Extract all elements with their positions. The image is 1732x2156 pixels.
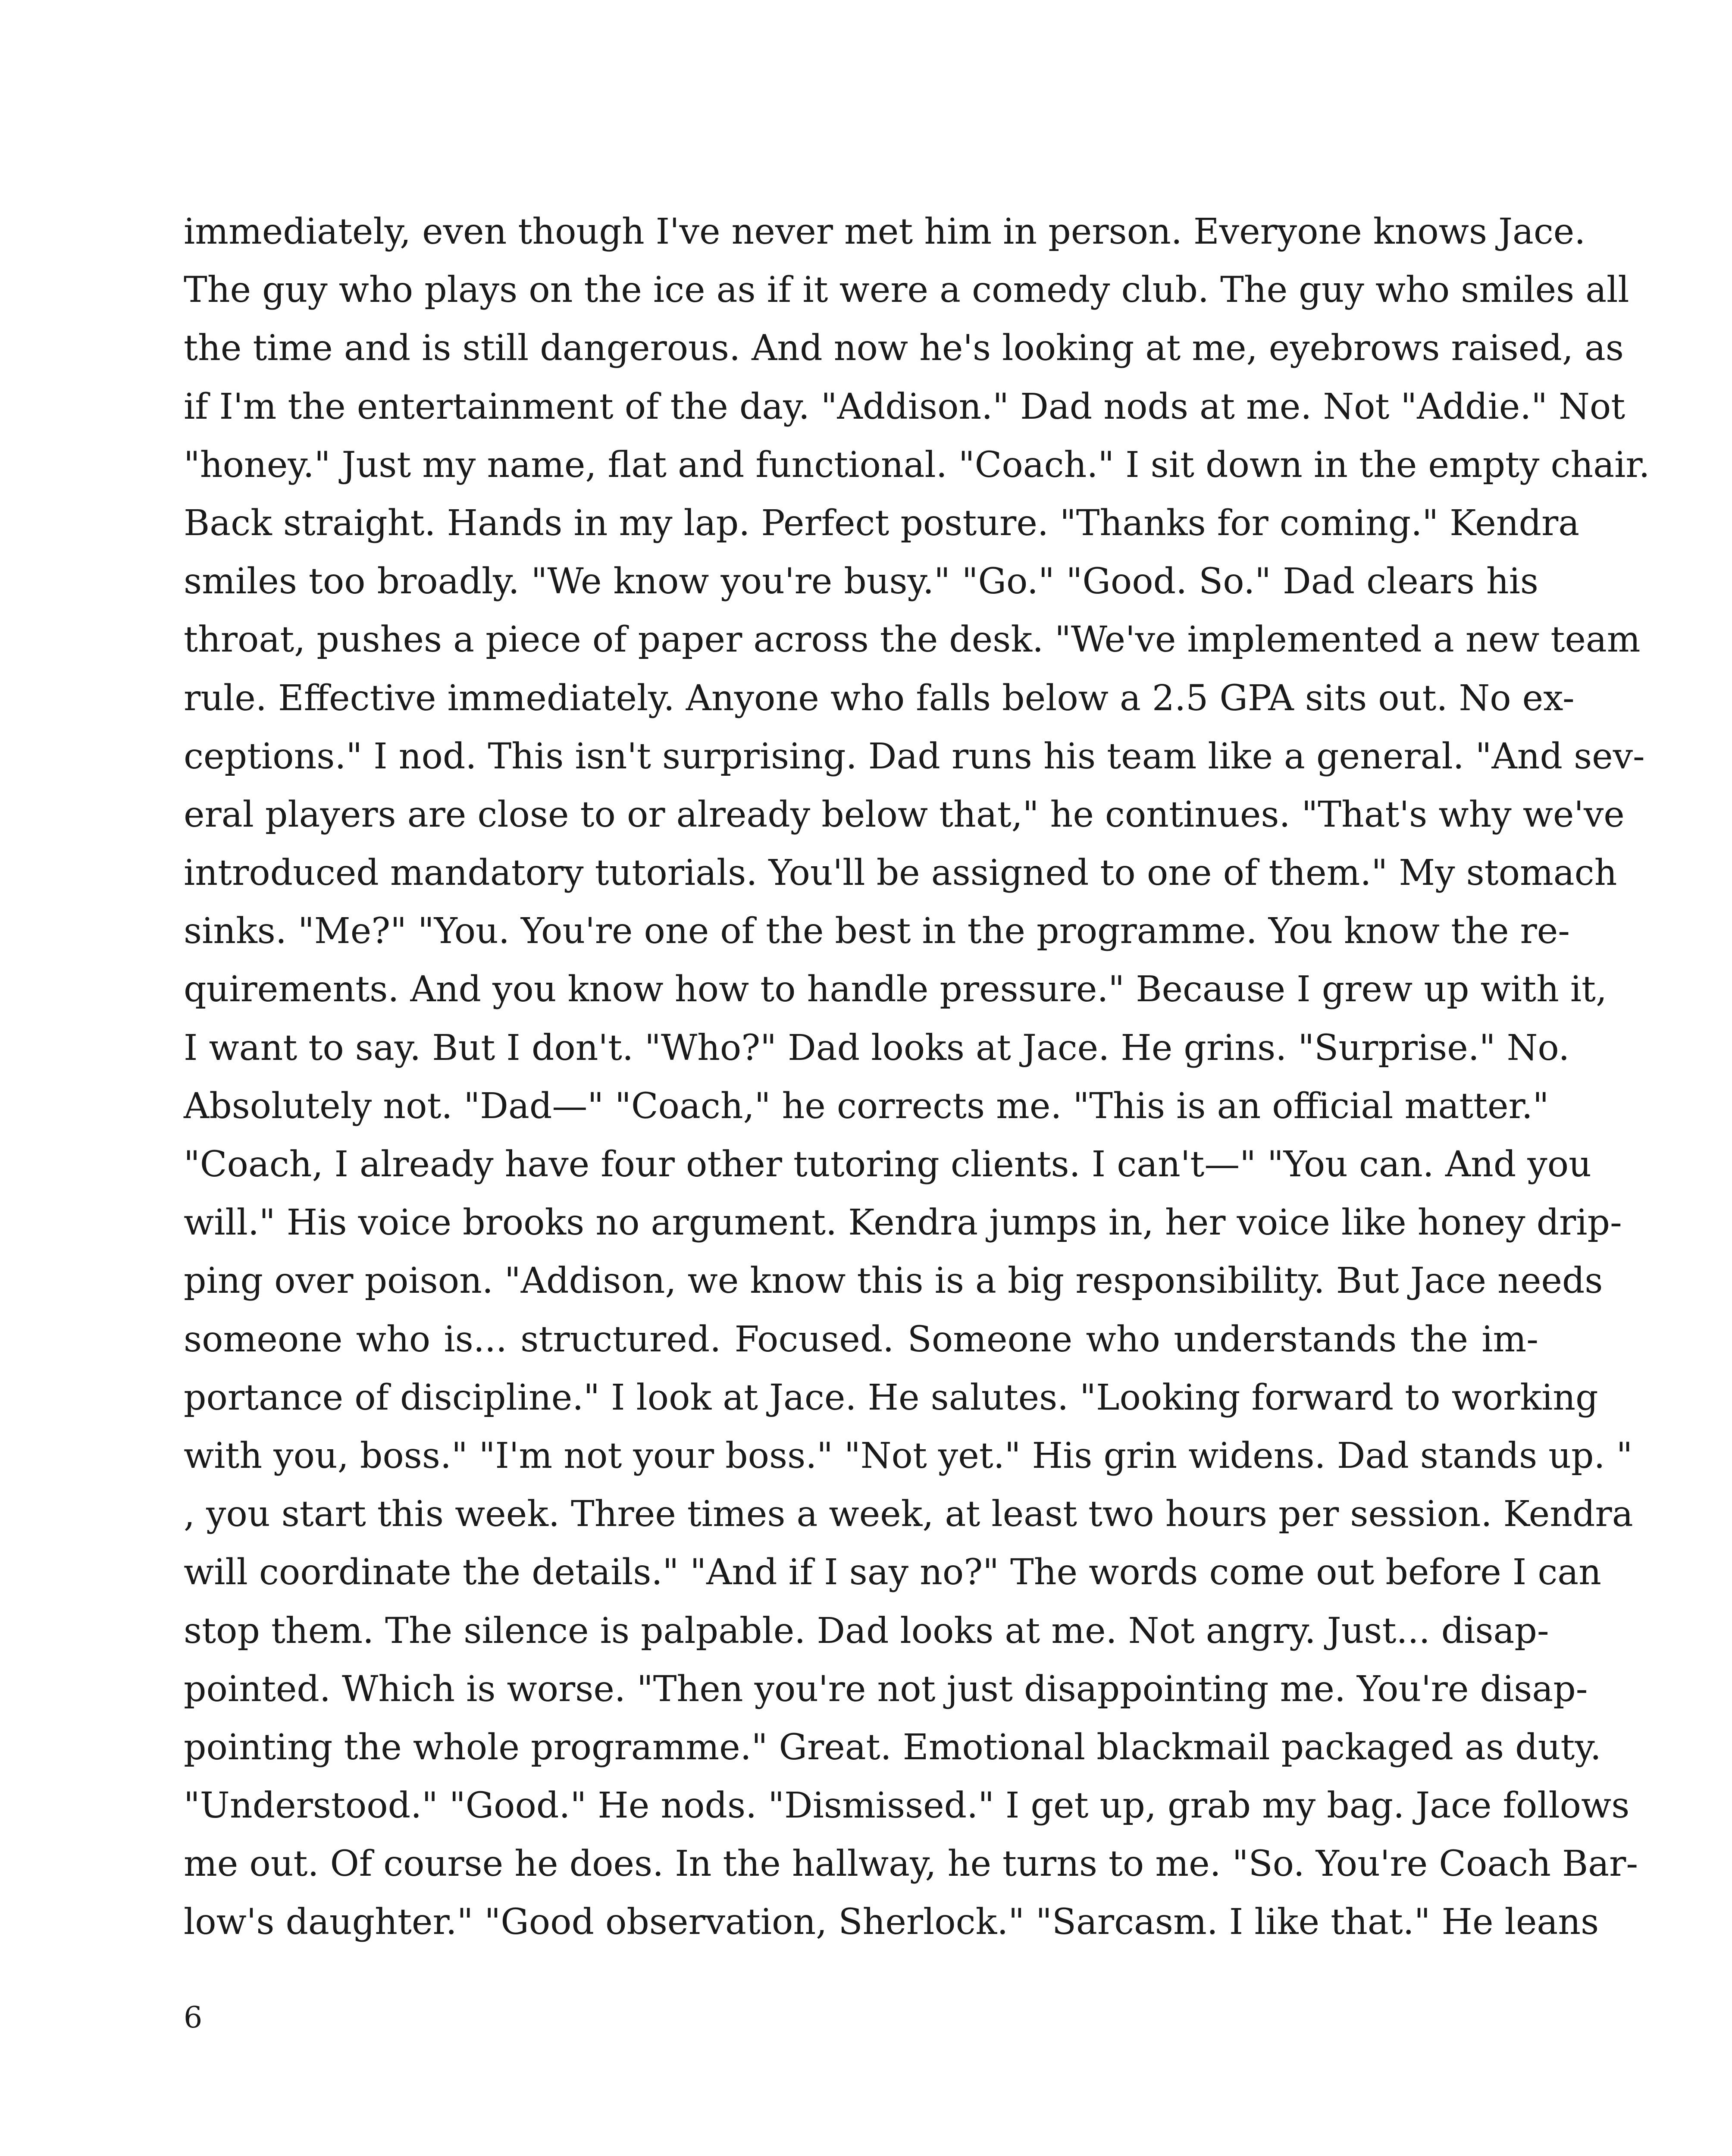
text-line: the time and is still dangerous. And now he's looking at me, eyebrows raised, as xyxy=(184,328,1624,369)
text-line: , you start this week. Three times a week, at least two hours per session. Kendra xyxy=(184,1494,1633,1535)
text-line: eral players are close to or already below that," he continues. "That's why we've xyxy=(184,794,1625,835)
text-line: smiles too broadly. "We know you're busy." "Go." "Good. So." Dad clears his xyxy=(184,561,1538,602)
text-line: rule. Effective immediately. Anyone who falls below a 2.5 GPA sits out. No ex- xyxy=(184,677,1575,719)
text-line: if I'm the entertainment of the day. "Addison." Dad nods at me. Not "Addie." Not xyxy=(184,386,1626,427)
text-line: The guy who plays on the ice as if it were a comedy club. The guy who smiles all xyxy=(184,270,1629,311)
text-line: pointing the whole programme." Great. Emotional blackmail packaged as duty. xyxy=(184,1727,1601,1768)
body-text xyxy=(184,203,1650,1952)
text-line: Absolutely not. "Dad—" "Coach," he corrects me. "This is an official matter." xyxy=(184,1085,1549,1127)
text-line: stop them. The silence is palpable. Dad looks at me. Not angry. Just... disap- xyxy=(184,1610,1549,1651)
text-line: immediately, even though I've never met him in person. Everyone knows Jace. xyxy=(184,211,1586,252)
text-line: "Coach, I already have four other tutoring clients. I can't—" "You can. And you xyxy=(184,1144,1591,1185)
text-line: someone who is... structured. Focused. Someone who understands the im- xyxy=(184,1319,1538,1360)
text-line: Back straight. Hands in my lap. Perfect posture. "Thanks for coming." Kendra xyxy=(184,502,1580,544)
text-line: ping over poison. "Addison, we know this is a big responsibility. But Jace needs xyxy=(184,1260,1603,1302)
text-line: sinks. "Me?" "You. You're one of the best in the programme. You know the re- xyxy=(184,911,1570,952)
text-line: quirements. And you know how to handle pressure." Because I grew up with it, xyxy=(184,969,1607,1010)
text-line: ceptions." I nod. This isn't surprising. Dad runs his team like a general. "And sev- xyxy=(184,736,1645,777)
text-line: will coordinate the details." "And if I say no?" The words come out before I can xyxy=(184,1552,1601,1593)
text-line: pointed. Which is worse. "Then you're not just disappointing me. You're disap- xyxy=(184,1668,1588,1710)
text-line: will." His voice brooks no argument. Kendra jumps in, her voice like honey drip- xyxy=(184,1202,1622,1244)
text-line: low's daughter." "Good observation, Sherlock." "Sarcasm. I like that." He leans xyxy=(184,1902,1599,1943)
page-number: 6 xyxy=(184,2001,203,2035)
text-line: me out. Of course he does. In the hallway, he turns to me. "So. You're Coach Bar- xyxy=(184,1843,1638,1885)
text-line: throat, pushes a piece of paper across the desk. "We've implemented a new team xyxy=(184,619,1641,661)
text-line: "Understood." "Good." He nods. "Dismissed." I get up, grab my bag. Jace follows xyxy=(184,1785,1630,1827)
text-line: introduced mandatory tutorials. You'll be assigned to one of them." My stomach xyxy=(184,852,1617,894)
text-line: I want to say. But I don't. "Who?" Dad looks at Jace. He grins. "Surprise." No. xyxy=(184,1027,1570,1069)
text-line: with you, boss." "I'm not your boss." "Not yet." His grin widens. Dad stands up. " xyxy=(184,1435,1633,1476)
text-line: portance of discipline." I look at Jace. He salutes. "Looking forward to working xyxy=(184,1377,1598,1418)
text-line: "honey." Just my name, flat and functional. "Coach." I sit down in the empty chair. xyxy=(184,444,1650,486)
